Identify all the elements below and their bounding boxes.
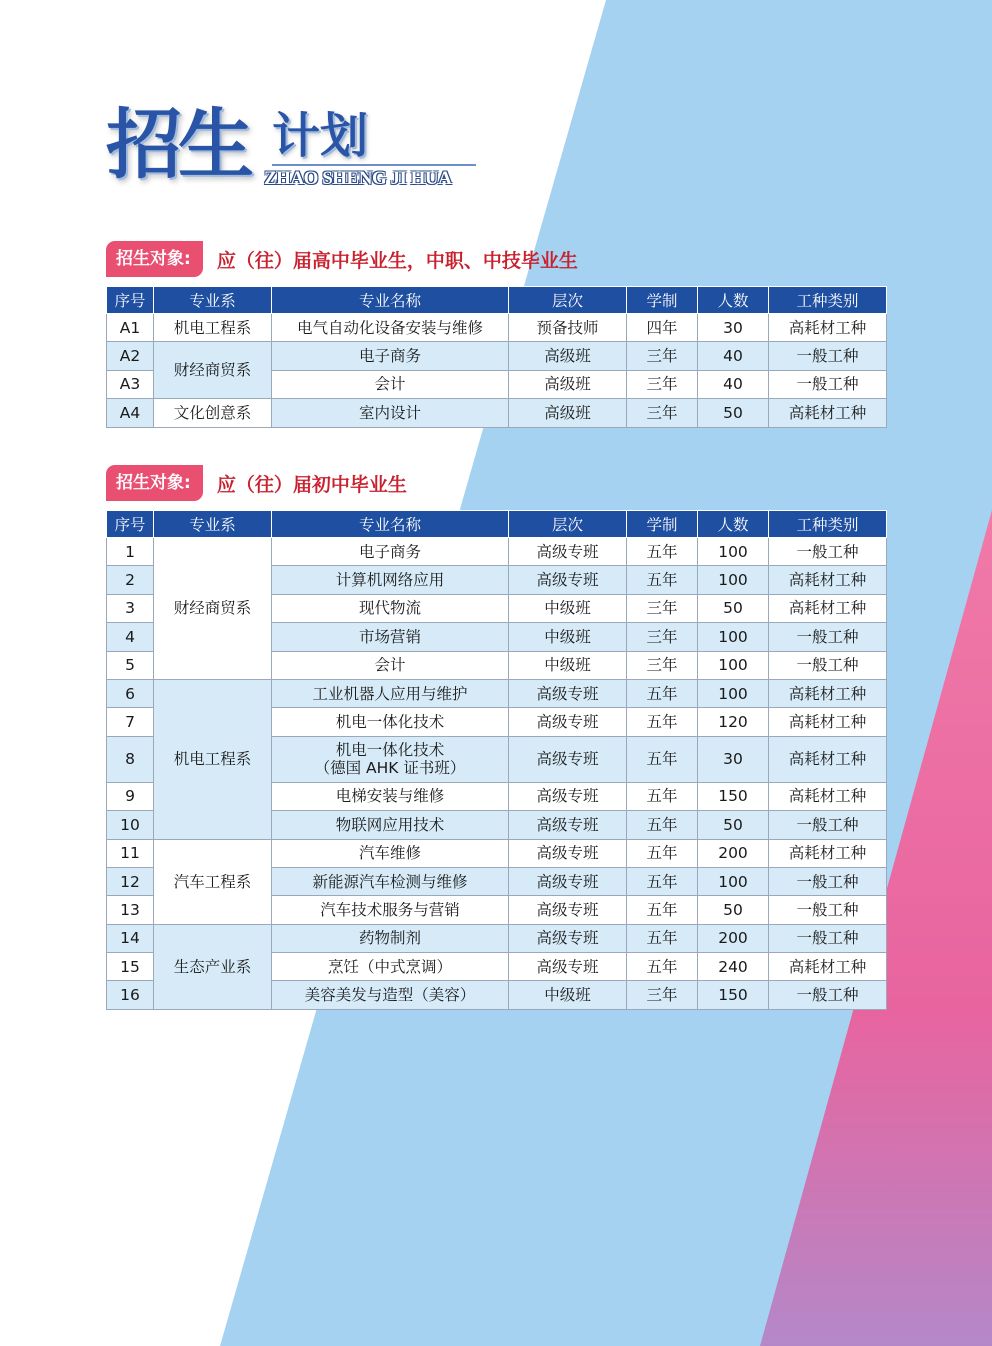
duration-cell: 三年 bbox=[627, 594, 698, 622]
category-cell: 高耗材工种 bbox=[769, 839, 887, 867]
count-cell: 50 bbox=[698, 399, 769, 427]
duration-cell: 五年 bbox=[627, 924, 698, 952]
level-cell: 高级专班 bbox=[509, 839, 627, 867]
department-cell: 机电工程系 bbox=[154, 314, 272, 342]
level-cell: 中级班 bbox=[509, 651, 627, 679]
major-name: 会计 bbox=[374, 656, 406, 675]
major-name: 会计 bbox=[374, 375, 406, 394]
count-cell: 100 bbox=[698, 651, 769, 679]
count-cell: 100 bbox=[698, 566, 769, 594]
major-name: 市场营销 bbox=[358, 627, 421, 646]
duration-cell: 五年 bbox=[627, 708, 698, 736]
table-header-row bbox=[107, 511, 887, 538]
header-number: 序号 bbox=[107, 287, 154, 314]
duration-cell: 五年 bbox=[627, 839, 698, 867]
row-number: 13 bbox=[107, 896, 154, 924]
hero-title-big: 招生 bbox=[106, 100, 250, 189]
row-number: 10 bbox=[107, 811, 154, 839]
duration-cell: 四年 bbox=[627, 314, 698, 342]
header-count: 人数 bbox=[698, 287, 769, 314]
header-major: 专业名称 bbox=[272, 287, 509, 314]
category-cell: 高耗材工种 bbox=[769, 314, 887, 342]
table-row bbox=[107, 538, 887, 566]
category-cell: 一般工种 bbox=[769, 342, 887, 370]
category-cell: 高耗材工种 bbox=[769, 566, 887, 594]
major-cell bbox=[272, 370, 509, 398]
level-cell: 预备技师 bbox=[509, 314, 627, 342]
major-cell bbox=[272, 953, 509, 981]
level-cell: 高级专班 bbox=[509, 736, 627, 782]
major-name: 电气自动化设备安装与维修 bbox=[296, 318, 483, 337]
count-cell: 30 bbox=[698, 736, 769, 782]
hero-title bbox=[106, 100, 486, 200]
section1-target-text: 应（往）届高中毕业生，中职、中技毕业生 bbox=[216, 249, 578, 272]
row-number: 8 bbox=[107, 736, 154, 782]
department-cell: 财经商贸系 bbox=[154, 342, 272, 399]
level-cell: 高级专班 bbox=[509, 924, 627, 952]
category-cell: 一般工种 bbox=[769, 924, 887, 952]
major-name: 工业机器人应用与维护 bbox=[312, 684, 468, 703]
level-cell: 高级专班 bbox=[509, 566, 627, 594]
duration-cell: 五年 bbox=[627, 811, 698, 839]
row-number: 1 bbox=[107, 538, 154, 566]
level-cell: 高级班 bbox=[509, 342, 627, 370]
section1-enrollment-table bbox=[106, 286, 887, 428]
major-cell bbox=[272, 679, 509, 707]
header-number: 序号 bbox=[107, 511, 154, 538]
category-cell: 高耗材工种 bbox=[769, 736, 887, 782]
major-name: 现代物流 bbox=[358, 599, 421, 618]
level-cell: 高级班 bbox=[509, 399, 627, 427]
department-cell: 机电工程系 bbox=[154, 679, 272, 839]
category-cell: 高耗材工种 bbox=[769, 953, 887, 981]
duration-cell: 五年 bbox=[627, 782, 698, 810]
header-level: 层次 bbox=[509, 511, 627, 538]
duration-cell: 三年 bbox=[627, 342, 698, 370]
count-cell: 40 bbox=[698, 370, 769, 398]
header-duration: 学制 bbox=[627, 511, 698, 538]
count-cell: 100 bbox=[698, 538, 769, 566]
major-name: 汽车技术服务与营销 bbox=[320, 900, 460, 919]
row-number: 15 bbox=[107, 953, 154, 981]
category-cell: 一般工种 bbox=[769, 867, 887, 895]
header-category: 工种类别 bbox=[769, 287, 887, 314]
department-cell: 文化创意系 bbox=[154, 399, 272, 427]
count-cell: 150 bbox=[698, 981, 769, 1009]
category-cell: 高耗材工种 bbox=[769, 399, 887, 427]
major-name: 室内设计 bbox=[358, 403, 421, 422]
major-name: 新能源汽车检测与维修 bbox=[312, 872, 468, 891]
row-number: 4 bbox=[107, 623, 154, 651]
duration-cell: 五年 bbox=[627, 867, 698, 895]
duration-cell: 五年 bbox=[627, 896, 698, 924]
section2-target-text: 应（往）届初中毕业生 bbox=[216, 473, 407, 496]
count-cell: 100 bbox=[698, 623, 769, 651]
department-cell: 财经商贸系 bbox=[154, 538, 272, 680]
major-cell bbox=[272, 782, 509, 810]
duration-cell: 五年 bbox=[627, 736, 698, 782]
hero-pinyin: ZHAO SHENG JI HUA bbox=[264, 168, 452, 189]
section2-enrollment-table bbox=[106, 510, 887, 1010]
count-cell: 240 bbox=[698, 953, 769, 981]
count-cell: 200 bbox=[698, 924, 769, 952]
level-cell: 高级专班 bbox=[509, 811, 627, 839]
table-header-row bbox=[107, 287, 887, 314]
major-cell bbox=[272, 867, 509, 895]
major-name: 药物制剂 bbox=[358, 929, 421, 948]
count-cell: 30 bbox=[698, 314, 769, 342]
row-number: 11 bbox=[107, 839, 154, 867]
level-cell: 高级专班 bbox=[509, 679, 627, 707]
header-level: 层次 bbox=[509, 287, 627, 314]
row-number: 12 bbox=[107, 867, 154, 895]
major-cell bbox=[272, 399, 509, 427]
duration-cell: 五年 bbox=[627, 538, 698, 566]
row-number: A3 bbox=[107, 370, 154, 398]
section2-target-label: 招生对象: bbox=[106, 465, 203, 501]
category-cell: 一般工种 bbox=[769, 538, 887, 566]
category-cell: 一般工种 bbox=[769, 896, 887, 924]
major-cell bbox=[272, 314, 509, 342]
duration-cell: 三年 bbox=[627, 981, 698, 1009]
section1-target-label: 招生对象: bbox=[106, 241, 203, 277]
duration-cell: 五年 bbox=[627, 953, 698, 981]
major-name: 电子商务 bbox=[358, 542, 421, 561]
level-cell: 高级专班 bbox=[509, 782, 627, 810]
level-cell: 高级专班 bbox=[509, 867, 627, 895]
major-cell bbox=[272, 839, 509, 867]
level-cell: 高级专班 bbox=[509, 708, 627, 736]
table-row bbox=[107, 924, 887, 952]
header-duration: 学制 bbox=[627, 287, 698, 314]
category-cell: 高耗材工种 bbox=[769, 679, 887, 707]
table-row bbox=[107, 342, 887, 370]
header-category: 工种类别 bbox=[769, 511, 887, 538]
level-cell: 中级班 bbox=[509, 981, 627, 1009]
header-major: 专业名称 bbox=[272, 511, 509, 538]
category-cell: 一般工种 bbox=[769, 370, 887, 398]
level-cell: 高级班 bbox=[509, 370, 627, 398]
header-department: 专业系 bbox=[154, 511, 272, 538]
duration-cell: 三年 bbox=[627, 370, 698, 398]
table-row bbox=[107, 314, 887, 342]
duration-cell: 三年 bbox=[627, 399, 698, 427]
row-number: 2 bbox=[107, 566, 154, 594]
row-number: 16 bbox=[107, 981, 154, 1009]
count-cell: 100 bbox=[698, 867, 769, 895]
category-cell: 一般工种 bbox=[769, 623, 887, 651]
category-cell: 高耗材工种 bbox=[769, 594, 887, 622]
major-name: 机电一体化技术 bbox=[335, 713, 445, 732]
count-cell: 40 bbox=[698, 342, 769, 370]
count-cell: 50 bbox=[698, 811, 769, 839]
department-cell: 汽车工程系 bbox=[154, 839, 272, 924]
hero-title-small: 计划 bbox=[272, 108, 369, 164]
major-cell bbox=[272, 538, 509, 566]
major-name: 烹饪（中式烹调） bbox=[327, 957, 452, 976]
major-cell bbox=[272, 566, 509, 594]
major-name: 机电一体化技术 bbox=[335, 741, 445, 760]
level-cell: 高级专班 bbox=[509, 953, 627, 981]
level-cell: 高级专班 bbox=[509, 538, 627, 566]
hero-divider bbox=[272, 164, 476, 166]
category-cell: 一般工种 bbox=[769, 981, 887, 1009]
duration-cell: 五年 bbox=[627, 679, 698, 707]
major-cell bbox=[272, 811, 509, 839]
major-cell bbox=[272, 924, 509, 952]
count-cell: 200 bbox=[698, 839, 769, 867]
row-number: 3 bbox=[107, 594, 154, 622]
duration-cell: 三年 bbox=[627, 651, 698, 679]
department-cell: 生态产业系 bbox=[154, 924, 272, 1009]
major-cell bbox=[272, 651, 509, 679]
row-number: 6 bbox=[107, 679, 154, 707]
major-name: 美容美发与造型（美容） bbox=[304, 986, 476, 1005]
major-name: 汽车维修 bbox=[358, 844, 421, 863]
major-name: 计算机网络应用 bbox=[335, 571, 445, 590]
category-cell: 一般工种 bbox=[769, 651, 887, 679]
level-cell: 中级班 bbox=[509, 623, 627, 651]
count-cell: 150 bbox=[698, 782, 769, 810]
table-row bbox=[107, 839, 887, 867]
count-cell: 120 bbox=[698, 708, 769, 736]
count-cell: 50 bbox=[698, 896, 769, 924]
major-cell bbox=[272, 736, 509, 782]
category-cell: 一般工种 bbox=[769, 811, 887, 839]
duration-cell: 五年 bbox=[627, 566, 698, 594]
major-cell bbox=[272, 623, 509, 651]
major-cell bbox=[272, 896, 509, 924]
section1-target bbox=[106, 241, 578, 277]
category-cell: 高耗材工种 bbox=[769, 708, 887, 736]
category-cell: 高耗材工种 bbox=[769, 782, 887, 810]
major-cell bbox=[272, 708, 509, 736]
row-number: 14 bbox=[107, 924, 154, 952]
major-name: 物联网应用技术 bbox=[335, 815, 445, 834]
major-name: 电梯安装与维修 bbox=[335, 787, 445, 806]
count-cell: 50 bbox=[698, 594, 769, 622]
row-number: A4 bbox=[107, 399, 154, 427]
table-row bbox=[107, 399, 887, 427]
major-name: （德国 AHK 证书班） bbox=[314, 759, 466, 778]
table-row bbox=[107, 679, 887, 707]
header-department: 专业系 bbox=[154, 287, 272, 314]
row-number: 9 bbox=[107, 782, 154, 810]
row-number: A1 bbox=[107, 314, 154, 342]
row-number: 7 bbox=[107, 708, 154, 736]
level-cell: 中级班 bbox=[509, 594, 627, 622]
count-cell: 100 bbox=[698, 679, 769, 707]
level-cell: 高级专班 bbox=[509, 896, 627, 924]
major-cell bbox=[272, 981, 509, 1009]
major-cell bbox=[272, 342, 509, 370]
row-number: 5 bbox=[107, 651, 154, 679]
duration-cell: 三年 bbox=[627, 623, 698, 651]
major-name: 电子商务 bbox=[358, 347, 421, 366]
section2-target bbox=[106, 465, 407, 501]
major-cell bbox=[272, 594, 509, 622]
row-number: A2 bbox=[107, 342, 154, 370]
header-count: 人数 bbox=[698, 511, 769, 538]
